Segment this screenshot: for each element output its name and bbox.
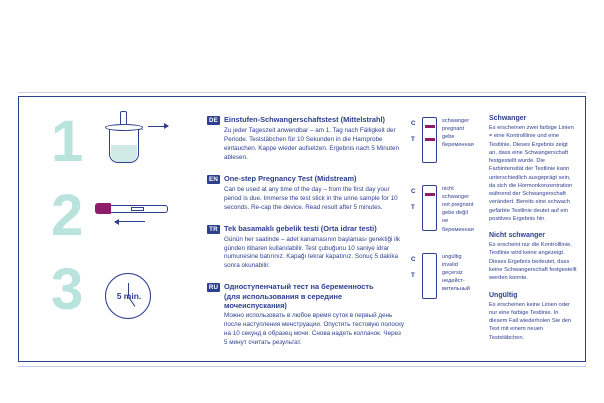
strip-caption [442, 185, 482, 234]
instruction-heading [207, 282, 405, 310]
result-strip-pregnant [411, 115, 483, 177]
device-window [422, 117, 437, 163]
ct-labels [411, 257, 420, 289]
instruction-subtitle: (для использования в середине мочеиспускания) [224, 291, 343, 310]
language-flag-tr: TR [207, 225, 220, 234]
control-line [425, 125, 435, 128]
ct-labels [411, 189, 420, 221]
result-strip-not-pregnant [411, 183, 483, 245]
package-back-panel [18, 96, 586, 362]
caption-line-ru-1: недейст- [442, 278, 465, 285]
caption-line-ru-1: не [442, 218, 449, 225]
instruction-body: Günün her saatinde – adet kanamasının başlaması gerektiği ilk günden itibaren kullanılabilir. Test çubuğunu 10 saniye idrar numunesine batırınız. Kapağı tekrar kapatınız. Sonuç 5 dakika sonra okunabilir. [224, 235, 401, 270]
device-window [422, 253, 437, 299]
caption-line-tr: gebe değil [442, 210, 468, 217]
step-number-3: 3 [51, 257, 84, 322]
explanation-title: Ungültig [489, 291, 518, 299]
test-letter: T [411, 135, 415, 143]
explanation-body: Es erscheinen keine Linien oder nur eine farbige Testlinie. In diesem Fall wiederholen Sie den Test mit einem neuen Teststäbchen. [489, 301, 572, 341]
instruction-body: Zu jeder Tageszeit anwendbar – am 1. Tag nach Fälligkeit der Periode. Teststäbchen für 10 Sekunden in die Harnprobe eintauchen. Kappe wieder aufsetzen. Ergebnis nach 5 Minuten ablesen. [224, 127, 400, 161]
caption-line-tr: gebe [442, 134, 455, 141]
instruction-heading [207, 174, 405, 184]
explanation-not-pregnant [489, 232, 577, 282]
result-strip-invalid [411, 251, 483, 313]
explanation-pregnant [489, 115, 577, 223]
illustration-column [33, 105, 203, 355]
test-line [425, 138, 435, 141]
caption-line-ru-2: беременная [442, 226, 474, 233]
instruction-title: Einstufen-Schwangerschaftstest (Mittelstrahl) [224, 115, 385, 124]
language-flag-de: DE [209, 117, 218, 124]
arrow-icon [148, 126, 168, 127]
caption-line-en: pregnant [442, 126, 465, 133]
instruction-title-main: Одноступенчатый тест на беременность [224, 282, 374, 292]
instruction-heading [207, 224, 405, 234]
explanation-title: Nicht schwanger [489, 232, 546, 240]
result-strips-column [411, 115, 483, 319]
instructions-column [207, 115, 405, 359]
explanation-body: Es erscheint nur die Kontrolllinie, Testlinie wird keine angezeigt. Dieses Ergebnis bedeutet, dass keine Schwangerschaft festgestellt werden konnte. [489, 242, 577, 282]
cup-liquid [111, 145, 137, 162]
test-letter: T [411, 203, 415, 211]
caption-line-de: schwanger [442, 118, 470, 124]
step-number-2: 2 [51, 183, 84, 248]
instruction-block [207, 115, 405, 163]
instruction-heading [207, 115, 405, 125]
five-minute-label: 5 min. [116, 291, 142, 301]
instruction-title [224, 282, 405, 310]
arrow-icon [115, 221, 145, 222]
explanation-body: Es erscheinen zwei farbige Linien = eine Kontrolllinie und eine Testlinie. Dieses Ergebnis zeigt an, dass eine Schwangerschaft festgestellt wurde. Die Farbintensität der Testlinie kann unterschiedlich ausgeprägt sein, da sich die Hormonkonzentration während der Schwangerschaft verändert. Bereits eine schwach gefärbte Testlinie deutet auf ein positives Ergebnis hin. [489, 125, 574, 222]
result-window-icon [131, 207, 144, 211]
instruction-block [207, 174, 405, 213]
step-number-1: 1 [51, 109, 84, 174]
instruction-block [207, 282, 405, 348]
language-flag-en: EN [209, 175, 218, 183]
instruction-block [207, 224, 405, 272]
carton-bottom-edge [18, 366, 586, 367]
caption-line-en: not pregnant [442, 202, 474, 209]
caption-line-ru-2: вительный [442, 286, 470, 293]
caption-line-tr: geçersiz [442, 270, 463, 277]
test-letter: T [411, 271, 415, 279]
instruction-title [224, 224, 377, 233]
control-letter: C [411, 188, 416, 195]
strip-caption [442, 117, 482, 149]
caption-line-ru: беременная [442, 142, 474, 149]
explanation-title: Schwanger [489, 115, 527, 122]
explanation-invalid [489, 292, 577, 342]
strip-caption [442, 253, 482, 294]
control-letter: C [411, 120, 416, 127]
caption-line-de-1: nicht [442, 186, 454, 192]
test-device-icon [95, 201, 173, 217]
explanation-column [489, 115, 577, 351]
caption-line-de: ungültig [442, 254, 462, 260]
carton-top-edge [18, 92, 586, 93]
urine-cup-icon [103, 117, 145, 167]
cup-rim [105, 124, 143, 131]
instruction-body: Можно использовать в любое время суток в первый день после наступления менструации. Опустить тестовую полоску на 10 секунд в образец мочи. Снова надеть колпачок. Через 5 минут считать результат. [224, 312, 405, 346]
instruction-title-main: Tek basamaklı gebelik testi (Orta idrar testi) [224, 223, 377, 233]
device-window [422, 185, 437, 231]
control-letter: C [411, 256, 416, 263]
instruction-title: One-step Pregnancy Test (Midstream) [224, 173, 357, 183]
language-flag-ru: RU [208, 284, 219, 292]
caption-line-en: invalid [442, 262, 458, 269]
control-line [425, 193, 435, 196]
instruction-body: Can be used at any time of the day – from the first day your period is due. Immerse the test stick in the urine sample for 10 seconds. Re-cap the device. Read result after 5 minutes. [224, 185, 398, 211]
ct-labels [411, 121, 420, 153]
test-device-cap [95, 203, 111, 214]
clock-icon [105, 273, 151, 319]
caption-line-de-2: schwanger [442, 194, 470, 201]
